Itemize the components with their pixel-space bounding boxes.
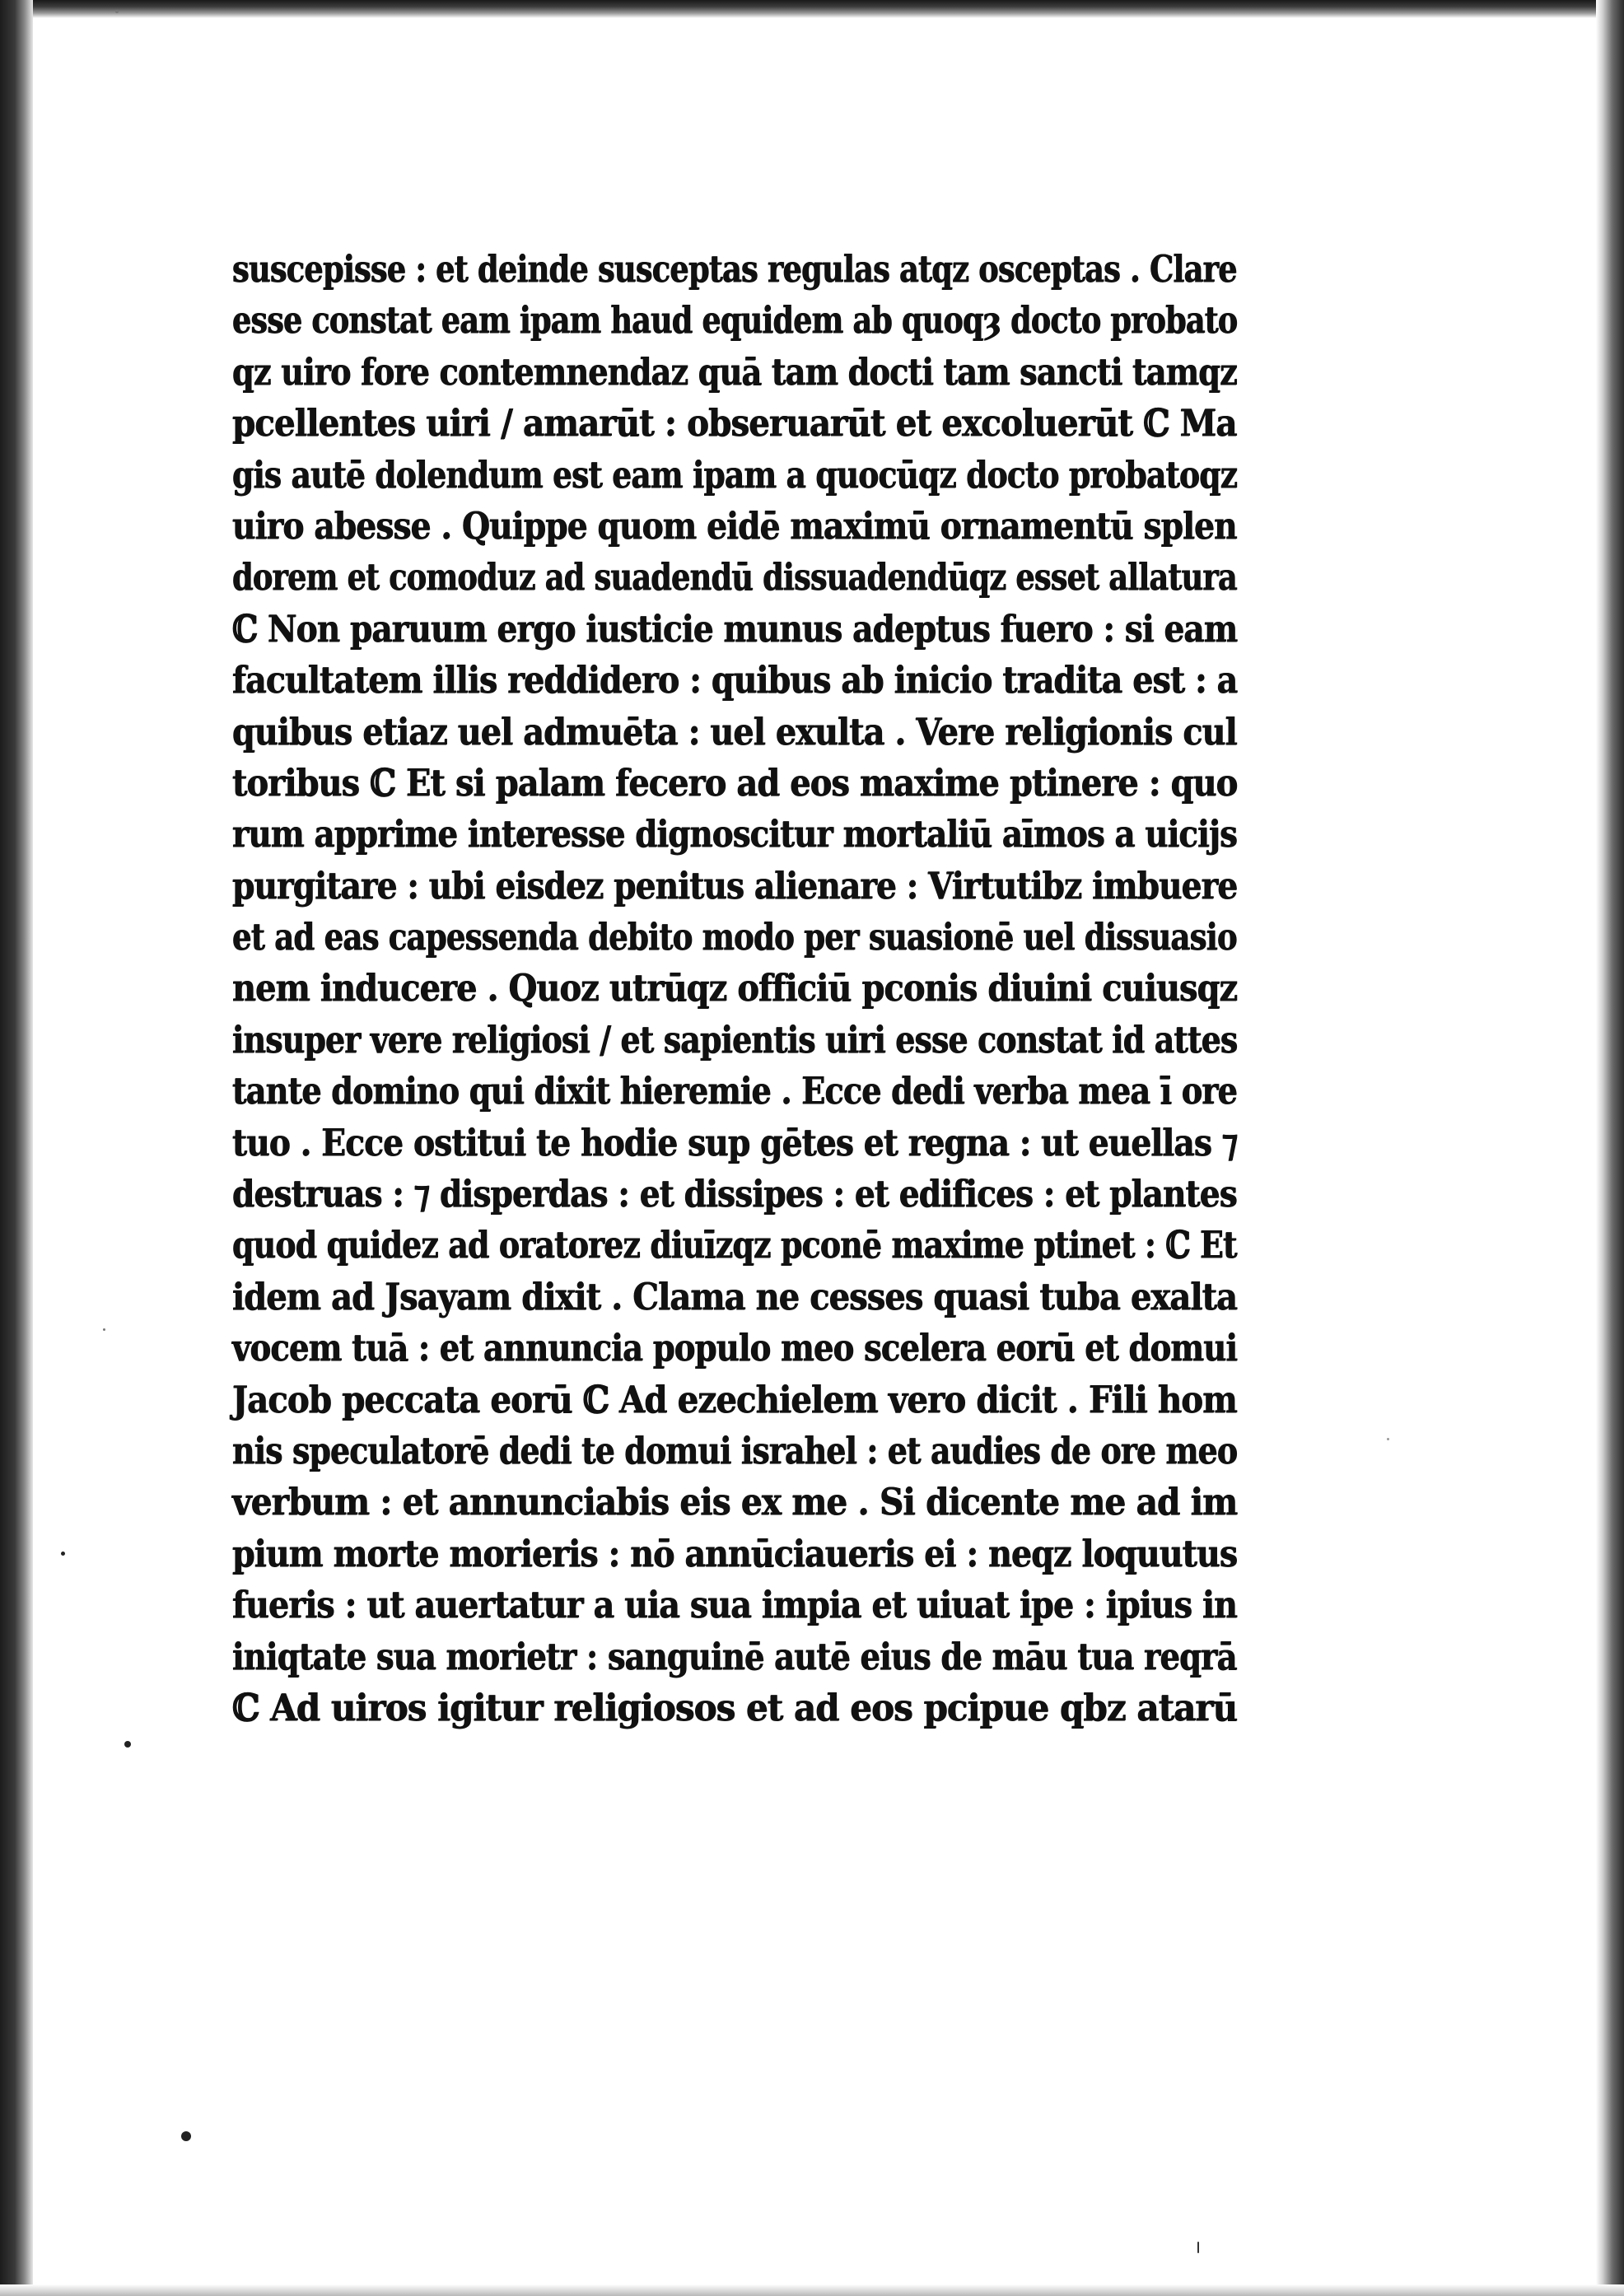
text-line: Jacob peccata eorū ℂ Ad ezechielem vero dicit . Fili hom [232,1377,1237,1421]
text-line: verbum : et annunciabis eis ex me . Si dicente me ad im [232,1480,1238,1524]
text-line: uiro abesse . Quippe quom eidē maximū ornamentū splen [232,503,1237,548]
text-line: ℂ Non paruum ergo iusticie munus adeptus fuero : si eam [232,606,1238,651]
text-line: ℂ Ad uiros igitur religiosos et ad eos pcipue qbz atarū [232,1685,1238,1729]
text-line: destruas : ⁊ disperdas : et dissipes : et edifices : et plantes [232,1172,1237,1216]
text-line: rum apprime interesse dignoscitur mortaliū aīmos a uicijs [232,812,1237,856]
ink-speck [115,10,119,13]
ink-speck [1197,2242,1199,2253]
ink-speck [124,1741,131,1748]
text-line: esse constat eam ipam haud equidem ab quoqȝ docto probato [232,298,1238,343]
text-line: iniqtate sua morietr : sanguinē autē eius de māu tua reqrā [232,1634,1237,1678]
text-line: nis speculatorē dedi te domui israhel : et audies de ore meo [232,1428,1238,1472]
text-line: facultatem illis reddidero : quibus ab inicio tradita est : a [232,658,1238,702]
text-line: et ad eas capessenda debito modo per suasionē uel dissuasio [232,915,1237,959]
text-line: qz uiro fore contemnendaz quā tam docti tam sancti tamqz [232,349,1237,394]
text-line: quibus etiaz uel admuēta : uel exulta . Vere religionis cul [232,709,1237,754]
text-line: nem inducere . Quoz utrūqz officiū pconis diuini cuiusqz [232,966,1238,1010]
ink-speck [103,1328,105,1331]
text-line: pcellentes uiri / amarūt : obseruarūt et excoluerūt ℂ Ma [232,401,1237,446]
ink-speck [181,2131,191,2141]
text-line: quod quidez ad oratorez diuīzqz pconē maxime ptinet : ℂ Et [232,1223,1237,1267]
ink-speck [1387,1438,1389,1440]
text-line: suscepisse : et deinde susceptas regulas atqz osceptas . Clare [232,247,1237,291]
scan-edge-right [1596,0,1624,2296]
text-line: vocem tuā : et annuncia populo meo scelera eorū et domui [232,1326,1238,1370]
text-line: insuper vere religiosi / et sapientis uiri esse constat id attes [232,1017,1238,1062]
text-line: tante domino qui dixit hieremie . Ecce dedi verba mea ī ore [232,1069,1238,1113]
text-line: dorem et comoduz ad suadendū dissuadendūqz esset allatura [232,555,1237,600]
text-line: fueris : ut auertatur a uia sua impia et uiuat ipe : ipius in [232,1583,1237,1627]
text-line: gis autē dolendum est eam ipam a quocūqz docto probatoqz [232,452,1238,497]
text-line: tuo . Ecce ostitui te hodie sup gētes et regna : ut euellas ⁊ [232,1120,1238,1164]
text-line: purgitare : ubi eisdez penitus alienare : Virtutibz imbuere [232,863,1238,908]
scan-edge-bottom [0,2284,1624,2296]
incunable-text-block [232,244,1237,1734]
scan-edge-top [0,0,1624,18]
ink-speck [61,1552,65,1556]
text-line: idem ad Jsayam dixit . Clama ne cesses quasi tuba exalta [232,1274,1238,1318]
text-line: pium morte morieris : nō annūciaueris ei : neqz loquutus [232,1531,1238,1575]
text-line: toribus ℂ Et si palam fecero ad eos maxime ptinere : quo [232,760,1238,805]
scan-edge-left [0,0,33,2296]
